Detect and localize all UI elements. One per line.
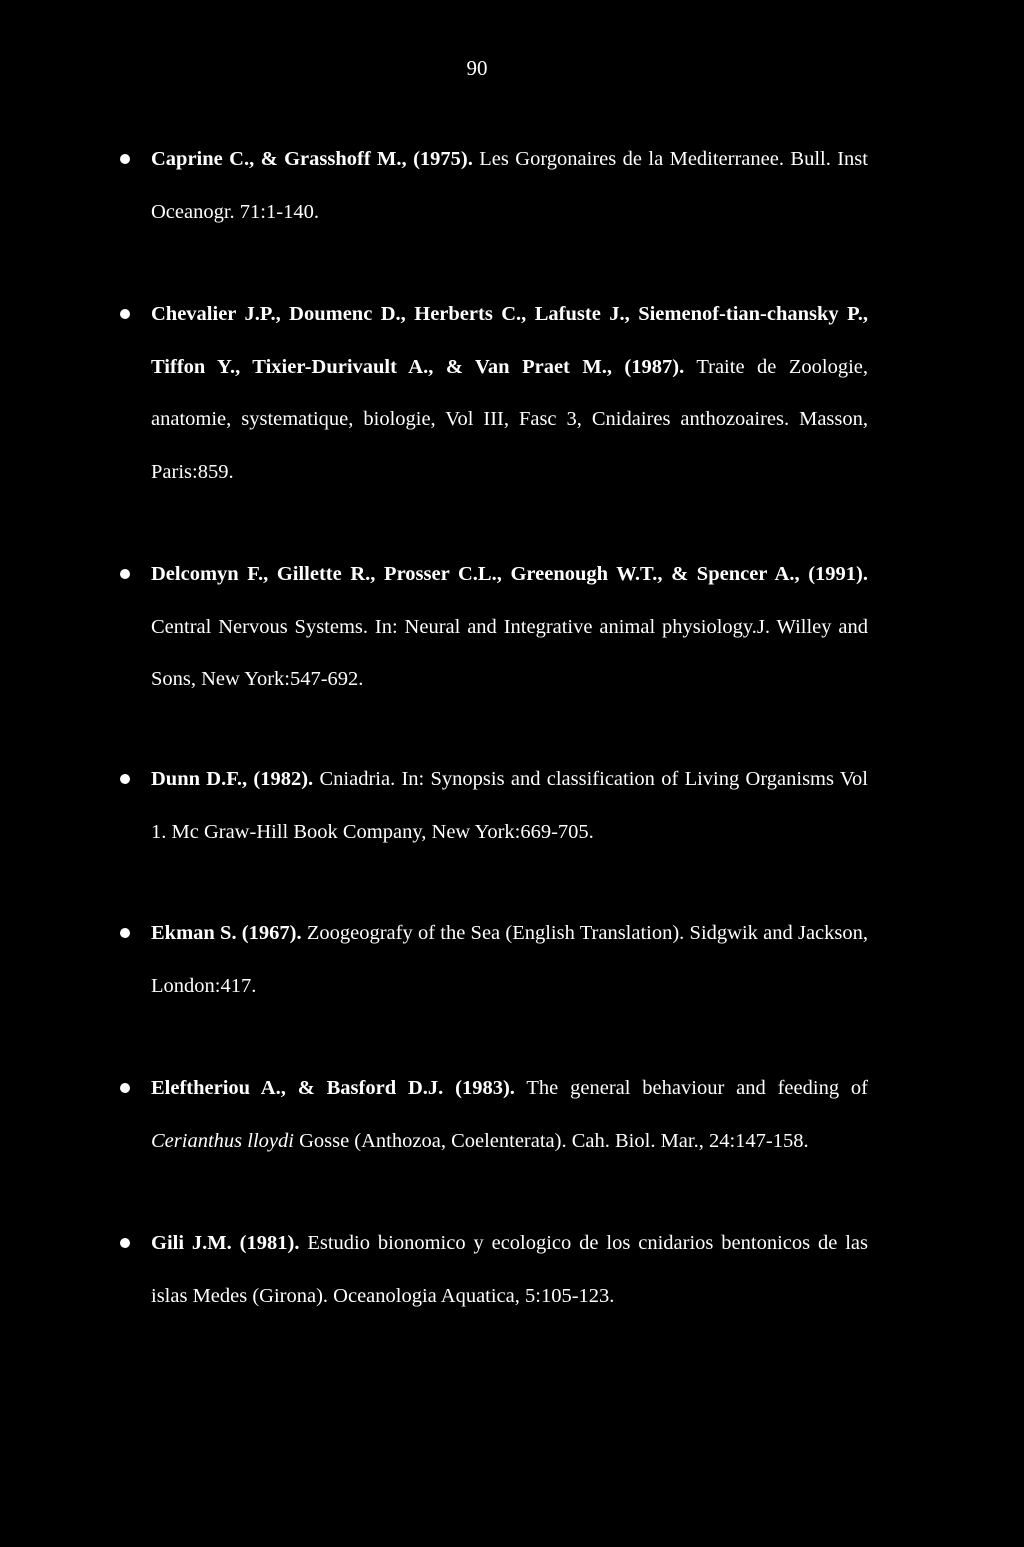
reference-body: Estudio bionomico y ecologico de los cnidarios bentonicos de las islas Medes (Girona). Oceanologia Aquatica, 5:105-123. bbox=[151, 1232, 868, 1307]
reference-body: Cniadria. In: Synopsis and classification of Living Organisms Vol 1. Mc Graw-Hill Book Company, New York:669-705. bbox=[151, 768, 868, 843]
bullet-icon bbox=[120, 309, 130, 319]
reference-text bbox=[151, 1217, 868, 1322]
reference-authors: Delcomyn F., Gillette R., Prosser C.L., Greenough W.T., & Spencer A., (1991). bbox=[151, 563, 868, 585]
reference-authors: Caprine C., & Grasshoff M., (1975). bbox=[151, 148, 473, 170]
reference-body: Traite de Zoologie, anatomie, systematique, biologie, Vol III, Fasc 3, Cnidaires anthozoaires. Masson, Paris:859. bbox=[151, 355, 868, 483]
reference-text bbox=[151, 288, 868, 498]
reference-authors: Ekman S. (1967). bbox=[151, 922, 302, 944]
reference-body: Central Nervous Systems. In: Neural and Integrative animal physiology.J. Willey and Sons, New York:547-692. bbox=[151, 615, 868, 690]
bullet-icon bbox=[120, 569, 130, 579]
reference-italic: Cerianthus lloydi bbox=[151, 1129, 294, 1152]
bullet-icon bbox=[120, 1083, 130, 1093]
bullet-icon bbox=[120, 774, 130, 784]
reference-authors: Gili J.M. (1981). bbox=[151, 1232, 300, 1254]
bullet-icon bbox=[120, 154, 130, 164]
reference-authors: Dunn D.F., (1982). bbox=[151, 768, 314, 790]
reference-body: Zoogeografy of the Sea (English Translation). Sidgwik and Jackson, London:417. bbox=[151, 922, 868, 997]
reference-text bbox=[151, 548, 868, 706]
reference-text bbox=[151, 133, 868, 238]
reference-authors: Eleftheriou A., & Basford D.J. (1983). bbox=[151, 1077, 515, 1099]
reference-text bbox=[151, 907, 868, 1012]
reference-body: Les Gorgonaires de la Mediterranee. Bull. Inst Oceanogr. 71:1-140. bbox=[151, 148, 868, 223]
bullet-icon bbox=[120, 1238, 130, 1248]
reference-authors: Chevalier J.P., Doumenc D., Herberts C., Lafuste J., Siemenof-tian-chansky P., Tiffon Y., Tixier-Durivault A., & Van Praet M., (1987). bbox=[151, 303, 868, 378]
reference-text bbox=[151, 753, 868, 858]
bullet-icon bbox=[120, 928, 130, 938]
reference-body-end: Gosse (Anthozoa, Coelenterata). Cah. Biol. Mar., 24:147-158. bbox=[293, 1129, 809, 1152]
reference-text bbox=[151, 1062, 868, 1167]
reference-body: The general behaviour and feeding of bbox=[514, 1077, 868, 1099]
page-number: 90 bbox=[466, 56, 488, 80]
